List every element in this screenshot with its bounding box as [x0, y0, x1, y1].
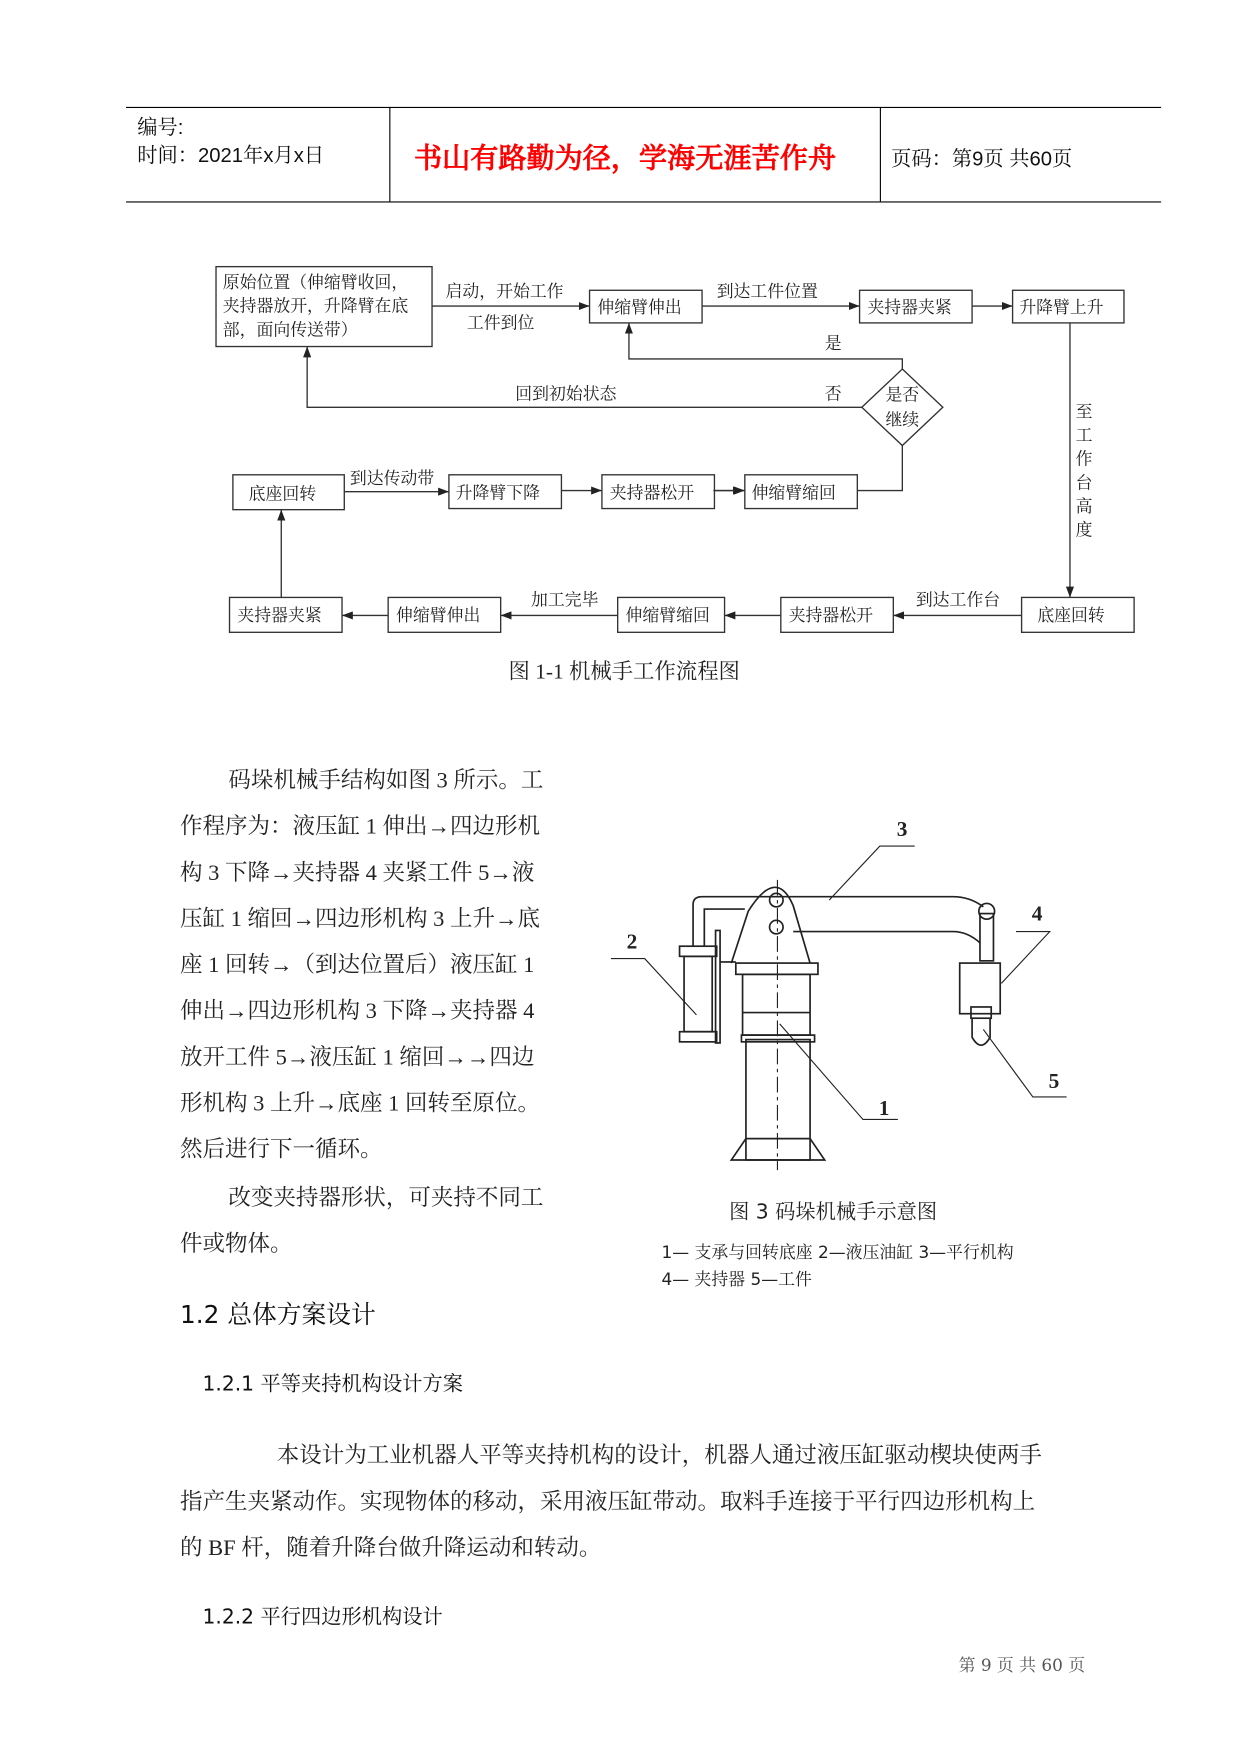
paragraph-line: 形机构 3 上升→底座 1 回转至原位。 — [180, 1091, 541, 1117]
paragraph-line: 指产生夹紧动作。实现物体的移动，采用液压缸带动。取料手连接于平行四边形机构上 — [180, 1489, 1036, 1515]
callout-label-3: 3 — [896, 816, 908, 841]
box-label: 底座回转 — [248, 484, 317, 504]
edge-label: 台 — [1075, 473, 1093, 493]
box-label: 伸缩臂缩回 — [751, 483, 836, 503]
box-label: 夹持器夹紧 — [867, 297, 952, 317]
page-footer: 第 9 页 共 60 页 — [958, 1655, 1086, 1676]
box-label: 升降臂下降 — [455, 483, 540, 503]
box-label: 伸缩臂伸出 — [597, 297, 682, 317]
paragraph-line: 伸出→四边形机构 3 下降→夹持器 4 — [180, 999, 535, 1024]
figure3-caption: 图 3 码垛机械手示意图 — [729, 1200, 938, 1225]
flowchart-caption: 图 1-1 机械手工作流程图 — [508, 659, 740, 684]
yes-label: 是 — [824, 333, 842, 353]
edge-label: 加工完毕 — [531, 590, 599, 610]
paragraph-line: 件或物体。 — [180, 1231, 293, 1257]
box-label: 夹持器夹紧 — [237, 606, 322, 626]
edge-label: 工 — [1075, 426, 1093, 446]
paragraph-line: 本设计为工业机器人平等夹持机构的设计，机器人通过液压缸驱动楔块使两手 — [276, 1443, 1042, 1469]
start-box-line: 夹持器放开，升降臂在底 — [222, 296, 409, 316]
edge-label: 回到初始状态 — [515, 384, 617, 404]
doc-number-label: 编号: — [137, 115, 184, 139]
no-label: 否 — [824, 384, 842, 404]
header-motto: 书山有路勤为径，学海无涯苦作舟 — [414, 141, 836, 175]
edge-label: 高 — [1075, 496, 1093, 516]
paragraph-line: 码垛机械手结构如图 3 所示。工 — [228, 768, 544, 794]
paragraph-line: 然后进行下一循环。 — [180, 1137, 383, 1163]
paragraph-line: 作程序为：液压缸 1 伸出→四边形机 — [180, 814, 541, 840]
edge-label: 度 — [1075, 520, 1093, 540]
subsection-heading-1-2-2: 1.2.2 平行四边形机构设计 — [202, 1605, 443, 1630]
section-heading-1-2: 1.2 总体方案设计 — [180, 1301, 376, 1330]
figure3-legend-line: 4— 夹持器 5—工件 — [661, 1269, 812, 1290]
edge-label: 工件到位 — [466, 313, 535, 333]
decision-label: 是否 — [885, 385, 920, 405]
callout-label-5: 5 — [1048, 1068, 1060, 1093]
paragraph-line: 构 3 下降→夹持器 4 夹紧工件 5→液 — [180, 860, 535, 886]
paragraph-line: 放开工件 5→液压缸 1 缩回→→四边 — [180, 1045, 535, 1070]
edge-label: 作 — [1075, 449, 1093, 469]
start-box-line: 原始位置（伸缩臂收回， — [222, 273, 409, 293]
figure3-legend-line: 1— 支承与回转底座 2—液压油缸 3—平行机构 — [661, 1242, 1014, 1263]
edge-label: 到达工件位置 — [716, 282, 818, 302]
box-label: 底座回转 — [1037, 606, 1105, 626]
box-label: 升降臂上升 — [1019, 297, 1104, 317]
callout-label-4: 4 — [1031, 901, 1043, 926]
paragraph-line: 座 1 回转→（到达位置后）液压缸 1 — [180, 952, 535, 978]
decision-label: 继续 — [885, 410, 920, 430]
callout-label-1: 1 — [878, 1095, 890, 1120]
page-counter-label: 页码：第9页 共60页 — [891, 147, 1073, 170]
start-box-line: 部，面向传送带） — [222, 320, 358, 340]
box-label: 夹持器松开 — [609, 483, 695, 503]
callout-label-2: 2 — [626, 929, 638, 954]
paragraph-line: 压缸 1 缩回→四边形机构 3 上升→底 — [180, 906, 541, 932]
paragraph-line: 改变夹持器形状，可夹持不同工 — [228, 1185, 544, 1211]
doc-date-label: 时间：2021年x月x日 — [137, 144, 325, 167]
box-label: 伸缩臂缩回 — [625, 606, 710, 626]
paragraph-line: 的 BF 杆，随着升降台做升降运动和转动。 — [180, 1535, 602, 1561]
edge-label: 到达传动带 — [349, 468, 435, 488]
subsection-heading-1-2-1: 1.2.1 平等夹持机构设计方案 — [202, 1372, 464, 1397]
box-label: 夹持器松开 — [788, 606, 873, 626]
edge-label: 启动，开始工作 — [445, 282, 564, 302]
edge-label: 到达工作台 — [915, 590, 1001, 610]
edge-label: 至 — [1075, 402, 1093, 422]
box-label: 伸缩臂伸出 — [396, 606, 481, 626]
